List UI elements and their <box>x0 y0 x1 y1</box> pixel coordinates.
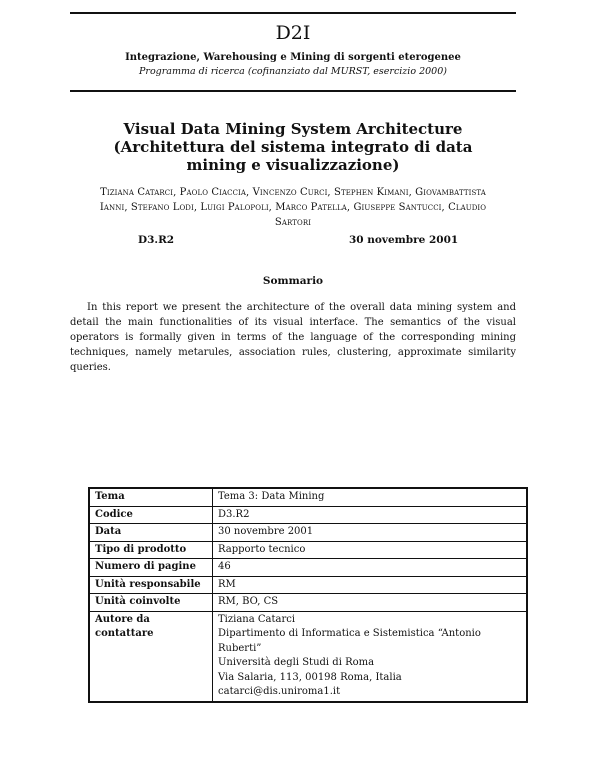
title-line-2: (Architettura del sistema integrato di data <box>113 138 473 156</box>
header-bottom-rule <box>70 90 516 92</box>
contact-university: Università degli Studi di Roma <box>218 657 375 668</box>
contact-name: Tiziana Catarci <box>218 613 296 625</box>
document-title <box>60 120 526 174</box>
row-value: Rapporto tecnico <box>213 541 528 559</box>
row-key: Tipo di prodotto <box>89 541 213 559</box>
header-top-rule <box>70 12 516 14</box>
document-date: 30 novembre 2001 <box>349 234 459 246</box>
row-value: Tema 3: Data Mining <box>213 488 528 506</box>
row-key: Unità coinvolte <box>89 594 213 612</box>
authors-line-1: Tiziana Catarci, Paolo Ciaccia, Vincenzo Curci, Stephen Kimani, Giovambattista <box>100 187 486 198</box>
table-row <box>89 594 527 612</box>
table-row <box>89 524 527 542</box>
row-value: 46 <box>213 559 528 577</box>
row-value: 30 novembre 2001 <box>213 524 528 542</box>
contact-address: Via Salaria, 113, 00198 Roma, Italia <box>218 671 402 683</box>
row-key: Tema <box>89 488 213 506</box>
title-line-3: mining e visualizzazione) <box>186 156 400 174</box>
org-subtitle: Integrazione, Warehousing e Mining di sorgenti eterogenee <box>125 52 461 63</box>
table-row <box>89 488 527 506</box>
row-value: RM, BO, CS <box>213 594 528 612</box>
authors-line-2: Ianni, Stefano Lodi, Luigi Palopoli, Marco Patella, Giuseppe Santucci, Claudio <box>99 202 487 213</box>
table-row <box>89 541 527 559</box>
row-key: Numero di pagine <box>89 559 213 577</box>
title-line-1: Visual Data Mining System Architecture <box>123 120 463 138</box>
authors-line-3: Sartori <box>274 217 312 228</box>
contact-department: Dipartimento di Informatica e Sistemistica “Antonio Ruberti” <box>218 628 481 654</box>
abstract-text: In this report we present the architecture of the overall data mining system and detail the main functionalities of its visual interface. The semantics of the visual operators is formally given in terms of the language of the corresponding mining techniques, namely metarules, association rules, clustering, approximate similarity queries. <box>70 302 516 373</box>
table-row <box>89 576 527 594</box>
metadata-table <box>88 487 528 703</box>
contact-email: catarci@dis.uniroma1.it <box>218 686 341 697</box>
table-row <box>89 559 527 577</box>
table-row <box>89 506 527 524</box>
table-row-contact <box>89 611 527 702</box>
contact-value <box>213 611 528 702</box>
summary-heading: Sommario <box>262 275 324 287</box>
row-key: Data <box>89 524 213 542</box>
row-value: D3.R2 <box>213 506 528 524</box>
row-key: Codice <box>89 506 213 524</box>
row-key: Autore da contattare <box>89 611 213 702</box>
row-value: RM <box>213 576 528 594</box>
row-key: Unità responsabile <box>89 576 213 594</box>
program-line: Programma di ricerca (cofinanziato dal MURST, esercizio 2000) <box>139 66 447 77</box>
author-list <box>70 185 516 230</box>
document-code: D3.R2 <box>138 234 175 246</box>
org-title: D2I <box>275 22 311 44</box>
